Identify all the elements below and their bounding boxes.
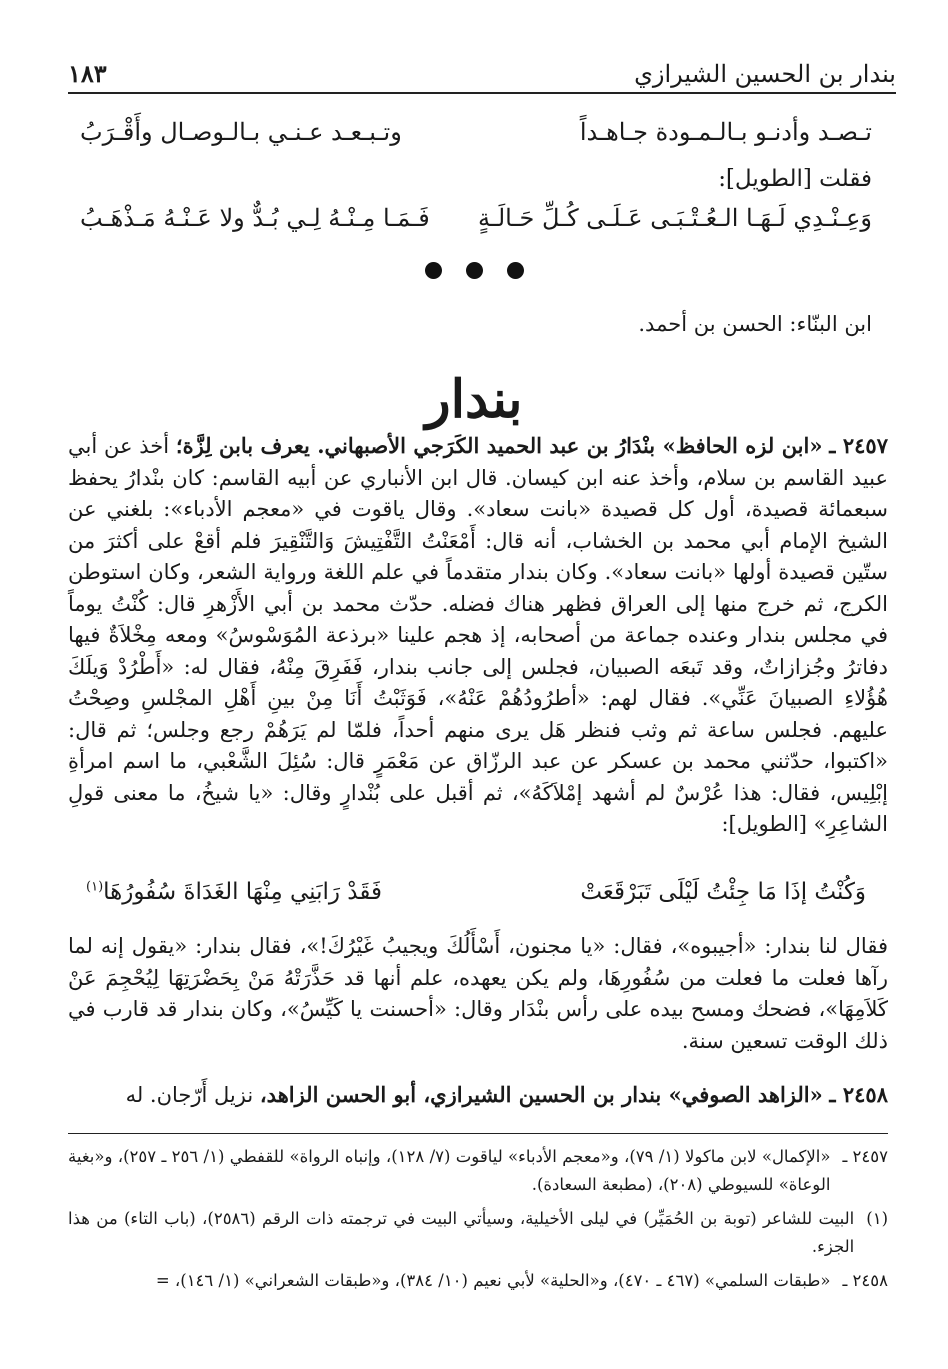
- verse-second-hemistich: فَـمَـا مِـنْـهُ لِـي بُـدٌّ ولا عَـنْـهُ مَـذْهَـبُ: [80, 204, 430, 232]
- section-title: بندار: [425, 369, 523, 430]
- poem-verse-1: [80, 118, 872, 146]
- footnote-marker: (١): [86, 879, 104, 895]
- poem-verse-2: [80, 204, 872, 232]
- verse-first-hemistich: وَعِـنْـدِي لَـهَـا الـعُـتْـبَـى عَـلَـى كُـلِّ حَـالَـةٍ: [477, 204, 872, 232]
- poem-verse-3: [86, 879, 866, 905]
- footnote-text: «طبقات السلمي» (٤٦٧ ـ ٤٧٠)، و«الحلية» لأبي نعيم (١٠/ ٣٨٤)، و«طبقات الشعراني» (١/ ١٤٦)، =: [155, 1271, 831, 1290]
- verse-second-hemistich: فَقَدْ رَابَنِي مِنْهَا الغَدَاةَ سُفُورُهَا$^{(١)}$: [86, 879, 383, 905]
- separator-dot: [425, 262, 442, 279]
- entry-2457: [68, 430, 888, 841]
- verse-first-hemistich: تـصـد وأدنـو بـالـمـودة جـاهـداً: [579, 118, 872, 146]
- entry-heading: «الزاهد الصوفي» بندار بن الحسين الشيرازي، أبو الحسن الزاهد،: [259, 1082, 823, 1107]
- footnote-item: [68, 1143, 888, 1199]
- cross-reference: ابن البنّاء: الحسن بن أحمد.: [638, 312, 872, 336]
- footnote-divider: [68, 1133, 888, 1134]
- verse-first-hemistich: وَكُنْتُ إذَا مَا جِئْتُ لَيْلَى تَبَرْقَعَتْ: [580, 879, 866, 905]
- footnote-label: ٢٤٥٨ ـ: [842, 1271, 888, 1290]
- entry-number: ٢٤٥٨ ـ: [829, 1082, 888, 1107]
- entry-number: ٢٤٥٧ ـ: [829, 433, 888, 458]
- separator-dot: [507, 262, 524, 279]
- entry-body: نزيل أَرّجان. له: [125, 1083, 254, 1107]
- separator-dot: [466, 262, 483, 279]
- footnote-item: [68, 1205, 888, 1261]
- footnote-item: [68, 1267, 888, 1295]
- footnote-label: (١): [866, 1209, 888, 1228]
- page-number: ١٨٣: [68, 59, 107, 88]
- entry-heading: «ابن لزه الحافظ» بنْدَارُ بن عبد الحميد الكَرَجي الأصبهاني. يعرف بابن لِزَّة؛: [175, 433, 823, 458]
- running-title: بندار بن الحسين الشيرازي: [634, 60, 896, 88]
- verse-second-hemistich: وتـبـعـد عـنـي بـالـوصـال وأَقْـرَبُ: [80, 118, 402, 146]
- running-header: [68, 54, 896, 94]
- footnote-label: ٢٤٥٧ ـ: [842, 1147, 888, 1166]
- entry-2458: [68, 1082, 888, 1107]
- section-separator: [0, 262, 948, 292]
- footnote-text: البيت للشاعر (توبة بن الحُمَيِّر) في ليلى الأخيلية، وسيأتي البيت في ترجمته ذات الرقم (٢٥٨٦)، (باب التاء) من هذا الجزء.: [68, 1209, 855, 1256]
- verse-intro: فقلت [الطويل]:: [718, 166, 872, 192]
- footnotes: [68, 1143, 888, 1301]
- entry-body: أخذ عن أبي عبيد القاسم بن سلام، وأخذ عنه ابن كيسان. قال ابن الأنباري عن أبيه القاسم: كان بنْدارُ يحفظ سبعمائة قصيدة، أول كل قصيدة «بانت سعاد». وقال ياقوت في «معجم الأدباء»: بلغني عن الشيخ الإمام أبي محمد بن الخشاب، أنه قال: أَمْعَنْتُ التَّفْتِيشَ وَالتَّنْقِيرَ فلم أقعْ على أكثرَ من ستّين قصيدة أولها «بانت سعاد». وكان بندار متقدماً في علم اللغة ورواية الشعر، وكان استوطن الكرج، ثم خرج منها إلى العراق فظهر هناك فضله. حدّث محمد بن أبي الأَزْهرِ قال: كُنْتُ يوماً في مجلس بندار وعنده جماعة من أصحابه، إذ هجم علينا «برذعة المُوَسْوسُ» ومعه مِخْلاَةٌ فيها دفاترُ وجُزازاتٌ، وقد تَبعَه الصبيان، فجلس إلى جانب بندار، فَفَرِقَ مِنْهُ، فقال له: «أَطْرُدْ وَيلَكَ هُؤُلاءِ الصبيانَ عَنِّي». فقال لهم: «أطرُودُهُمْ عَنْهُ»، فَوَثَبْتُ أَنَا مِنْ بينِ أَهْلِ المجْلسِ وصِحْتُ عليهم. فجلس ساعة ثم وثب فنظر هَل يرى منهم أحداً، فلمّا لم يَرَهُمْ رجع وجلس؛ ثم قال: «اكتبوا، حدّثني محمد بن عسكر عن عبد الرزّاق عن مَعْمَرٍ قال: سُئِلَ الشَّعْبي، ما اسم امرأةِ إبْلِيس، فقال: هذا عُرْسٌ لم أشهد إمْلاَكَهُ»، ثم أقبل على بُنْدارٍ وقال: «يا شيخُ، ما معنى قولِ الشاعِرِ» [الطويل]:: [68, 434, 888, 836]
- footnote-text: «الإكمال» لابن ماكولا (١/ ٧٩)، و«معجم الأدباء» لياقوت (٧/ ١٢٨)، وإنباه الرواة» للقفطي (١/ ٢٥٦ ـ ٢٥٧)، و«بغية الوعاة» للسيوطي (٢٠٨)، (مطبعة السعادة).: [68, 1147, 831, 1194]
- entry-2457-continuation: فقال لنا بندار: «أجيبوه»، فقال: «يا مجنون، أَسْأَلُكَ ويجيبُ غَيْرُكَ!»، فقال بندار: «يقول إنه لما رآها فعلت ما فعلت من سُفُورِهَا، ولم يكن يعهده، علم أنها قد حَذَّرَتْهُ مَنْ بِحَضْرَتِهَا لِيُحْجِمَ عَنْ كَلاَمِهَا»، فضحك ومسح بيده على رأس بنْدَار وقال: «أحسنت يا كَيِّسُ»، وكان بندار قد قارب في ذلك الوقت تسعين سنة.: [68, 934, 888, 1053]
